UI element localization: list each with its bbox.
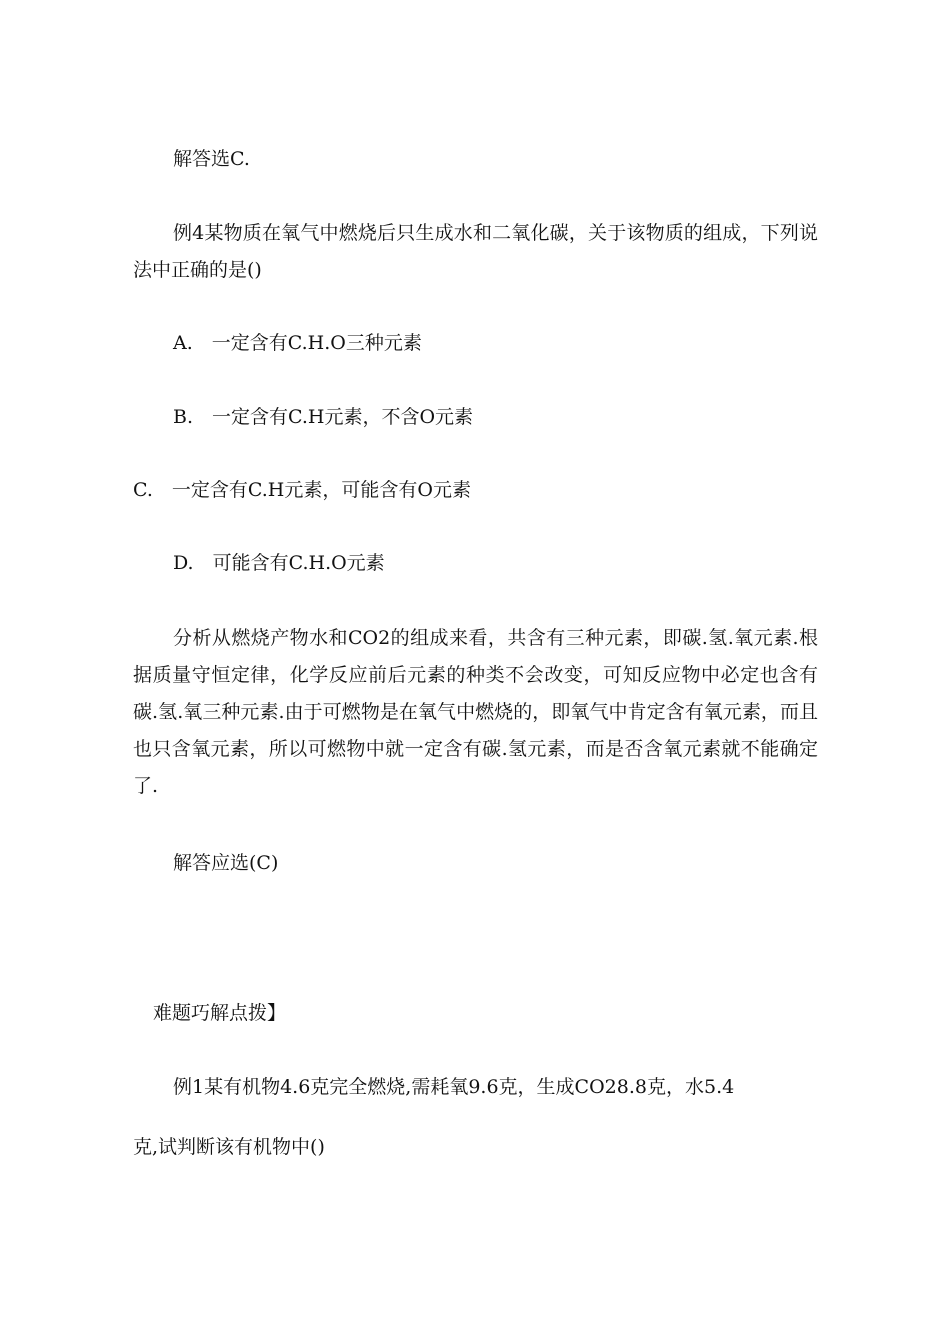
answer-line: 解答选C. <box>173 148 250 170</box>
section-title: 难题巧解点拨】 <box>153 1002 287 1024</box>
analysis-paragraph: 分析从燃烧产物水和CO2的组成来看，共含有三种元素，即碳.氢.氧元素.根据质量守恒定律，化学反应前后元素的种类不会改变，可知反应物中必定也含有碳.氢.氧三种元素.由于可燃物是在氧气中燃烧的，即氧气中肯定含有氧元素，而且也只含氧元素，所以可燃物中就一定含有碳.氢元素，而是否含氧元素就不能确定了. <box>133 627 818 797</box>
option-c: C. 一定含有C.H元素，可能含有O元素 <box>133 479 471 501</box>
example1-line1: 例1某有机物4.6克完全燃烧,需耗氧9.6克，生成CO28.8克，水5.4 <box>173 1076 735 1098</box>
example1-line2: 克,试判断该有机物中() <box>133 1136 325 1158</box>
option-d: D. 可能含有C.H.O元素 <box>173 552 385 574</box>
answer-line-2: 解答应选(C) <box>173 852 279 874</box>
option-b: B. 一定含有C.H元素，不含O元素 <box>173 406 474 428</box>
option-a: A. 一定含有C.H.O三种元素 <box>173 332 422 354</box>
example4-question: 例4某物质在氧气中燃烧后只生成水和二氧化碳，关于该物质的组成，下列说法中正确的是() <box>133 222 818 281</box>
